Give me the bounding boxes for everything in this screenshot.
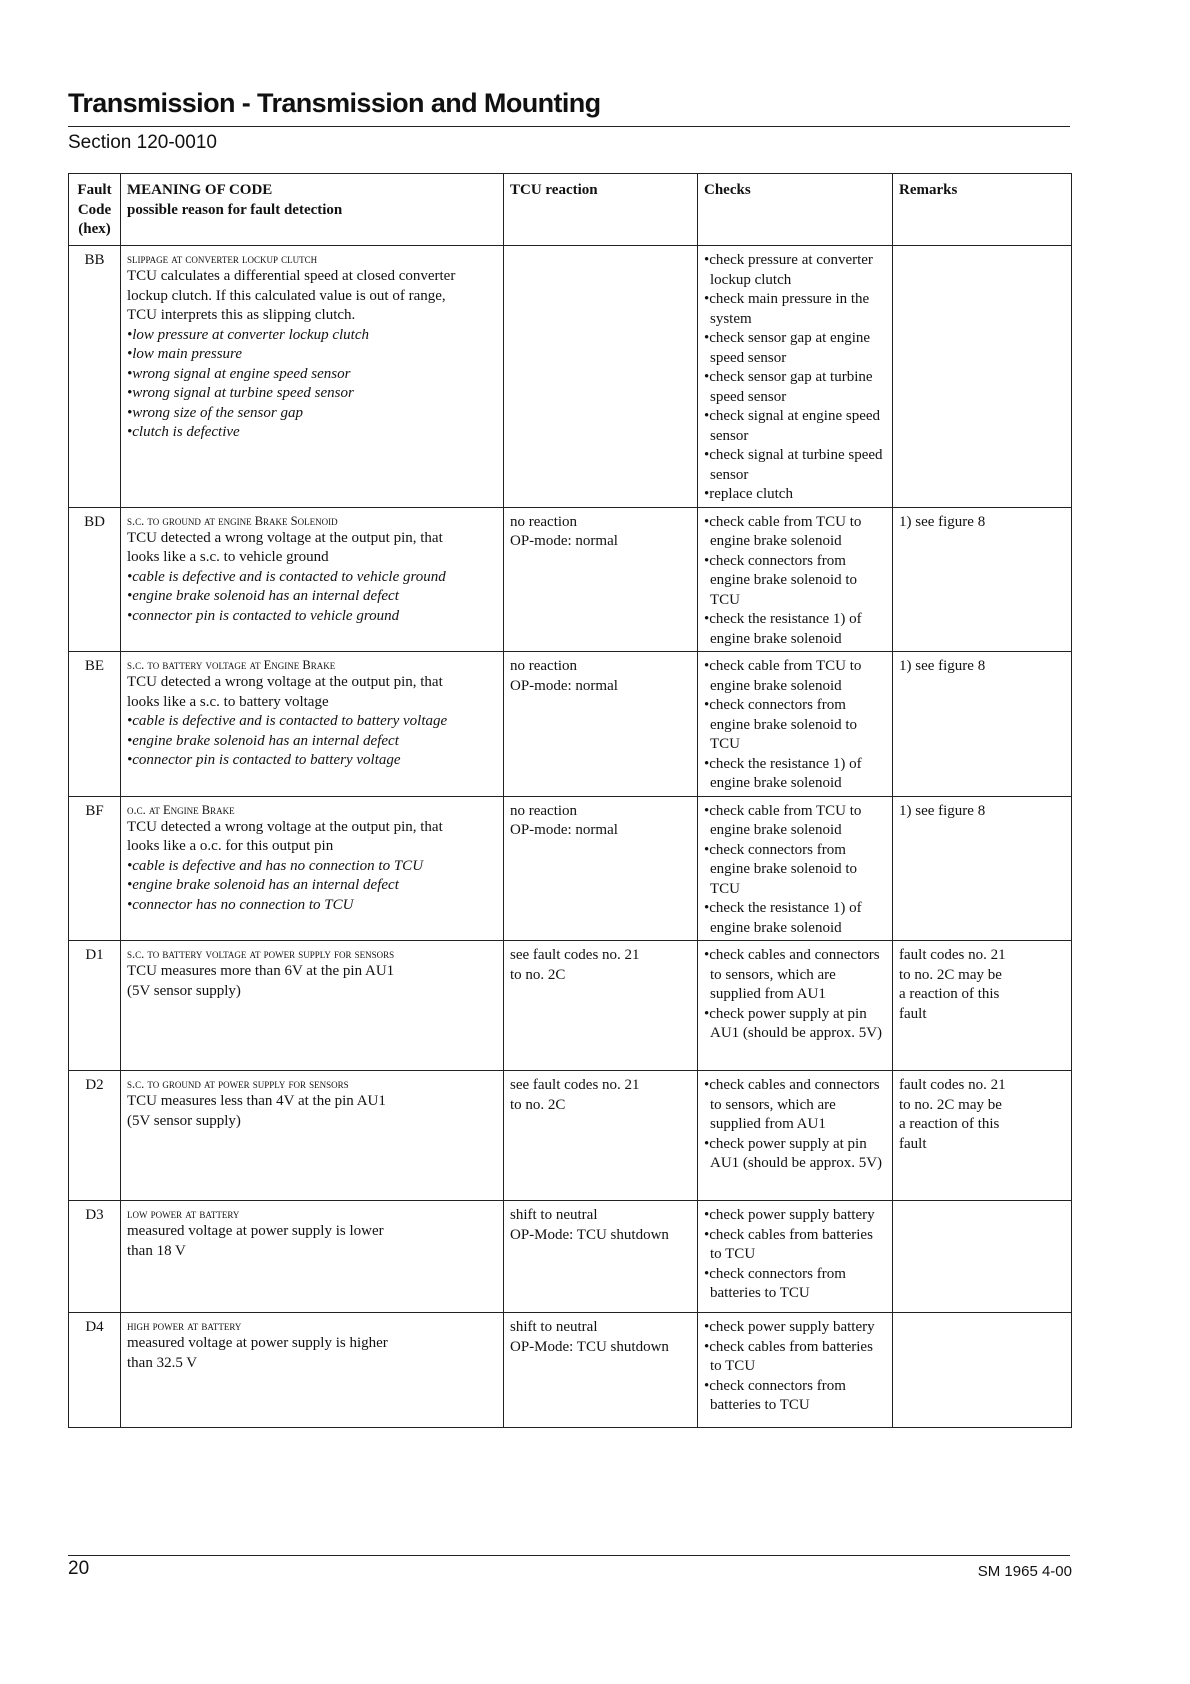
check-item: •check connectors from engine brake solenoid to TCU bbox=[704, 697, 858, 752]
document-id: SM 1965 4-00 bbox=[977, 1563, 1072, 1580]
checks-cell bbox=[698, 796, 893, 941]
check-item: •check the resistance 1) of engine brake solenoid bbox=[704, 755, 862, 791]
check-item: •check signal at turbine speed sensor bbox=[704, 447, 883, 483]
check-item: •check cables from batteries to TCU bbox=[704, 1338, 873, 1374]
remark-line: a reaction of this bbox=[899, 1116, 1000, 1132]
tcu-reaction-line: OP-Mode: TCU shutdown bbox=[510, 1338, 669, 1355]
tcu-reaction-cell bbox=[504, 796, 698, 941]
possible-reason: •cable is defective and is contacted to battery voltage bbox=[127, 713, 448, 729]
check-item: •check connectors from batteries to TCU bbox=[704, 1265, 846, 1301]
fault-description-line: looks like a s.c. to battery voltage bbox=[127, 693, 329, 710]
remark-line: fault codes no. 21 bbox=[899, 1077, 1006, 1093]
tcu-reaction-cell bbox=[504, 941, 698, 1071]
checks-cell bbox=[698, 1071, 893, 1201]
column-header-checks: Checks bbox=[698, 174, 893, 246]
footer-divider bbox=[68, 1555, 1070, 1556]
possible-reason: •wrong signal at turbine speed sensor bbox=[127, 385, 354, 401]
fault-title: s.c. to ground at power supply for sensors bbox=[127, 1077, 349, 1091]
check-item: •check main pressure in the system bbox=[704, 291, 870, 327]
possible-reason: •connector pin is contacted to battery voltage bbox=[127, 752, 401, 768]
tcu-reaction-line: to no. 2C bbox=[510, 1096, 566, 1113]
column-header-meaning-line: possible reason for fault detection bbox=[127, 201, 343, 218]
fault-description-line: TCU measures more than 6V at the pin AU1 bbox=[127, 963, 395, 979]
remark-line: 1) see figure 8 bbox=[899, 802, 986, 819]
fault-description-line: lockup clutch. If this calculated value is out of range, bbox=[127, 287, 446, 304]
table-row bbox=[69, 652, 1072, 797]
check-item: •check pressure at converter lockup clutch bbox=[704, 252, 873, 288]
tcu-reaction-line: no reaction bbox=[510, 658, 578, 674]
column-header-tcu-reaction: TCU reaction bbox=[504, 174, 698, 246]
fault-code-cell: BE bbox=[69, 652, 121, 797]
tcu-reaction-line: OP-mode: normal bbox=[510, 533, 618, 549]
meaning-cell bbox=[121, 1071, 504, 1201]
check-item: •check cable from TCU to engine brake solenoid bbox=[704, 658, 862, 694]
checks-cell bbox=[698, 941, 893, 1071]
remark-line: fault bbox=[899, 1005, 927, 1022]
possible-reason: •cable is defective and is contacted to vehicle ground bbox=[127, 568, 446, 585]
fault-code-cell: BD bbox=[69, 507, 121, 652]
check-item: •check sensor gap at engine speed sensor bbox=[704, 330, 871, 366]
possible-reason: •engine brake solenoid has an internal defect bbox=[127, 588, 399, 604]
page-title: Transmission - Transmission and Mounting bbox=[68, 88, 601, 118]
tcu-reaction-cell bbox=[504, 246, 698, 508]
meaning-cell bbox=[121, 1313, 504, 1428]
fault-title: s.c. to battery voltage at power supply for sensors bbox=[127, 947, 395, 961]
column-header-fault-code-line: Code bbox=[77, 201, 112, 218]
fault-title: s.c. to battery voltage at Engine Brake bbox=[127, 658, 336, 672]
tcu-reaction-cell bbox=[504, 1201, 698, 1313]
tcu-reaction-line: no reaction bbox=[510, 513, 578, 530]
check-item: •check cables from batteries to TCU bbox=[704, 1226, 873, 1262]
table-header-row bbox=[69, 174, 1072, 246]
section-label: Section 120-0010 bbox=[68, 132, 217, 153]
possible-reason: •engine brake solenoid has an internal defect bbox=[127, 732, 399, 749]
fault-title: o.c. at Engine Brake bbox=[127, 802, 235, 817]
column-header-meaning-line: MEANING OF CODE bbox=[127, 182, 273, 198]
check-item: •check cables and connectors to sensors, which are supplied from AU1 bbox=[704, 947, 880, 1002]
fault-description-line: (5V sensor supply) bbox=[127, 982, 241, 999]
table-row bbox=[69, 796, 1072, 941]
remark-line: 1) see figure 8 bbox=[899, 513, 986, 530]
tcu-reaction-line: see fault codes no. 21 bbox=[510, 1077, 640, 1093]
meaning-cell bbox=[121, 1201, 504, 1313]
header-divider bbox=[68, 126, 1070, 127]
meaning-cell bbox=[121, 796, 504, 941]
table-row bbox=[69, 1313, 1072, 1428]
tcu-reaction-line: OP-mode: normal bbox=[510, 822, 618, 838]
check-item: •check signal at engine speed sensor bbox=[704, 408, 881, 444]
remark-line: to no. 2C may be bbox=[899, 966, 1002, 983]
table-row bbox=[69, 246, 1072, 508]
meaning-cell bbox=[121, 246, 504, 508]
table-row bbox=[69, 941, 1072, 1071]
tcu-reaction-line: see fault codes no. 21 bbox=[510, 947, 640, 963]
column-header-fault-code-line: (hex) bbox=[78, 221, 111, 237]
fault-description-line: measured voltage at power supply is lower bbox=[127, 1223, 384, 1239]
check-item: •check sensor gap at turbine speed sensor bbox=[704, 369, 873, 405]
fault-description-line: TCU detected a wrong voltage at the output pin, that bbox=[127, 818, 443, 835]
fault-description-line: TCU detected a wrong voltage at the output pin, that bbox=[127, 529, 443, 546]
fault-title: slippage at converter lockup clutch bbox=[127, 252, 318, 266]
fault-description-line: TCU interprets this as slipping clutch. bbox=[127, 307, 356, 323]
remarks-cell bbox=[893, 796, 1072, 941]
possible-reason: •connector pin is contacted to vehicle ground bbox=[127, 607, 400, 624]
fault-description-line: measured voltage at power supply is higher bbox=[127, 1335, 388, 1351]
check-item: •check cable from TCU to engine brake solenoid bbox=[704, 802, 862, 838]
tcu-reaction-line: OP-mode: normal bbox=[510, 677, 618, 694]
fault-description-line: (5V sensor supply) bbox=[127, 1112, 241, 1129]
possible-reason: •low main pressure bbox=[127, 346, 242, 362]
tcu-reaction-cell bbox=[504, 1071, 698, 1201]
tcu-reaction-line: shift to neutral bbox=[510, 1207, 598, 1223]
check-item: •check power supply battery bbox=[704, 1207, 875, 1223]
remark-line: fault codes no. 21 bbox=[899, 947, 1006, 963]
remarks-cell bbox=[893, 1071, 1072, 1201]
possible-reason: •engine brake solenoid has an internal defect bbox=[127, 877, 399, 893]
fault-code-cell: D2 bbox=[69, 1071, 121, 1201]
possible-reason: •wrong signal at engine speed sensor bbox=[127, 365, 351, 382]
fault-code-cell: BB bbox=[69, 246, 121, 508]
check-item: •check power supply at pin AU1 (should be approx. 5V) bbox=[704, 1135, 883, 1171]
possible-reason: •low pressure at converter lockup clutch bbox=[127, 326, 369, 343]
fault-code-cell: D1 bbox=[69, 941, 121, 1071]
check-item: •check connectors from batteries to TCU bbox=[704, 1377, 846, 1413]
column-header-remarks: Remarks bbox=[893, 174, 1072, 246]
remarks-cell bbox=[893, 246, 1072, 508]
remark-line: to no. 2C may be bbox=[899, 1096, 1002, 1113]
remarks-cell bbox=[893, 1201, 1072, 1313]
remark-line: 1) see figure 8 bbox=[899, 658, 986, 674]
tcu-reaction-cell bbox=[504, 507, 698, 652]
check-item: •check power supply battery bbox=[704, 1319, 875, 1335]
check-item: •check the resistance 1) of engine brake solenoid bbox=[704, 900, 862, 936]
tcu-reaction-line: OP-Mode: TCU shutdown bbox=[510, 1226, 669, 1243]
checks-cell bbox=[698, 246, 893, 508]
check-item: •check cables and connectors to sensors, which are supplied from AU1 bbox=[704, 1077, 880, 1132]
fault-description-line: TCU detected a wrong voltage at the output pin, that bbox=[127, 674, 443, 690]
possible-reason: •wrong size of the sensor gap bbox=[127, 404, 303, 421]
fault-code-cell: D4 bbox=[69, 1313, 121, 1428]
fault-description-line: TCU calculates a differential speed at closed converter bbox=[127, 268, 456, 284]
checks-cell bbox=[698, 507, 893, 652]
checks-cell bbox=[698, 1201, 893, 1313]
possible-reason: •clutch is defective bbox=[127, 424, 240, 440]
check-item: •check connectors from engine brake solenoid to TCU bbox=[704, 552, 858, 608]
table-row bbox=[69, 1201, 1072, 1313]
fault-title: low power at battery bbox=[127, 1207, 240, 1221]
fault-description-line: than 18 V bbox=[127, 1242, 186, 1259]
checks-cell bbox=[698, 652, 893, 797]
fault-description-line: looks like a s.c. to vehicle ground bbox=[127, 549, 329, 565]
tcu-reaction-line: no reaction bbox=[510, 802, 578, 819]
fault-title: s.c. to ground at engine Brake Solenoid bbox=[127, 513, 338, 528]
remarks-cell bbox=[893, 941, 1072, 1071]
checks-cell bbox=[698, 1313, 893, 1428]
tcu-reaction-line: shift to neutral bbox=[510, 1319, 598, 1335]
possible-reason: •connector has no connection to TCU bbox=[127, 896, 354, 913]
fault-description-line: looks like a o.c. for this output pin bbox=[127, 838, 334, 854]
tcu-reaction-line: to no. 2C bbox=[510, 966, 566, 983]
check-item: •check cable from TCU to engine brake solenoid bbox=[704, 513, 862, 549]
tcu-reaction-cell bbox=[504, 652, 698, 797]
remark-line: fault bbox=[899, 1135, 927, 1152]
table-row bbox=[69, 507, 1072, 652]
check-item: •check connectors from engine brake solenoid to TCU bbox=[704, 841, 858, 897]
meaning-cell bbox=[121, 652, 504, 797]
table-row bbox=[69, 1071, 1072, 1201]
remarks-cell bbox=[893, 652, 1072, 797]
fault-code-cell: D3 bbox=[69, 1201, 121, 1313]
remarks-cell bbox=[893, 507, 1072, 652]
remarks-cell bbox=[893, 1313, 1072, 1428]
tcu-reaction-cell bbox=[504, 1313, 698, 1428]
fault-code-table bbox=[68, 173, 1072, 1428]
check-item: •check power supply at pin AU1 (should be approx. 5V) bbox=[704, 1005, 883, 1041]
check-item: •replace clutch bbox=[704, 486, 793, 502]
possible-reason: •cable is defective and has no connection to TCU bbox=[127, 857, 424, 874]
fault-code-cell: BF bbox=[69, 796, 121, 941]
check-item: •check the resistance 1) of engine brake solenoid bbox=[704, 611, 862, 647]
fault-description-line: TCU measures less than 4V at the pin AU1 bbox=[127, 1093, 386, 1109]
fault-title: high power at battery bbox=[127, 1319, 242, 1333]
meaning-cell bbox=[121, 507, 504, 652]
column-header-meaning bbox=[121, 174, 504, 246]
meaning-cell bbox=[121, 941, 504, 1071]
page-number: 20 bbox=[68, 1558, 90, 1579]
fault-description-line: than 32.5 V bbox=[127, 1354, 198, 1371]
remark-line: a reaction of this bbox=[899, 986, 1000, 1002]
column-header-fault-code bbox=[69, 174, 121, 246]
column-header-fault-code-line: Fault bbox=[77, 182, 112, 198]
